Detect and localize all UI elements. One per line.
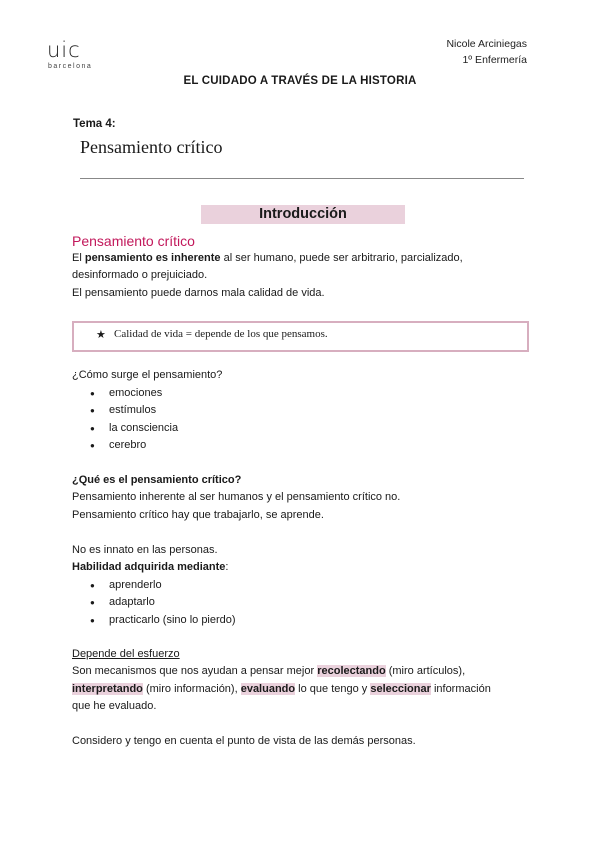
author-name: Nicole Arciniegas <box>446 38 527 50</box>
como-surge-question: ¿Cómo surge el pensamiento? <box>72 369 223 381</box>
author-block <box>446 36 527 68</box>
considero-text: Considero y tengo en cuenta el punto de vista de las demás personas. <box>72 735 416 747</box>
list-item: ● emociones <box>90 385 178 402</box>
habilidad-label: Habilidad adquirida mediante: <box>72 561 229 573</box>
depende-block: Depende del esfuerzo Son mecanismos que nos ayudan a pensar mejor recolectando (miro artículos), interpretando (miro información), evaluando lo que tengo y seleccionar información que he evaluado. <box>72 646 542 716</box>
list-item: ● practicarlo (sino lo pierdo) <box>90 612 236 629</box>
list-item: ● estímulos <box>90 402 178 419</box>
course-label: 1º Enfermería <box>462 54 527 66</box>
como-surge-list <box>90 385 178 455</box>
habilidad-list <box>90 577 236 629</box>
paragraph-intro: El pensamiento es inherente al ser humano, puede ser arbitrario, parcializado, desinformado o prejuiciado. El pensamiento puede darnos mala calidad de vida. <box>72 252 463 299</box>
uic-logo: uic <box>47 38 81 62</box>
topic-title: Pensamiento crítico <box>80 137 223 157</box>
document-title: EL CUIDADO A TRAVÉS DE LA HISTORIA <box>183 75 417 87</box>
depende-title: Depende del esfuerzo <box>72 648 180 660</box>
no-innato-text: No es innato en las personas. <box>72 544 218 556</box>
star-icon: ★ <box>96 329 106 341</box>
list-item: ● la consciencia <box>90 420 178 437</box>
list-item: ● cerebro <box>90 437 178 454</box>
intro-heading: Introducción <box>259 206 347 222</box>
uic-logo-subtitle: barcelona <box>48 63 93 70</box>
list-item: ● aprenderlo <box>90 577 236 594</box>
section-heading: Pensamiento crítico <box>72 233 195 249</box>
callout-text: Calidad de vida = depende de los que pensamos. <box>114 328 328 340</box>
list-item: ● adaptarlo <box>90 594 236 611</box>
divider <box>80 178 524 179</box>
que-es-question: ¿Qué es el pensamiento crítico? <box>72 474 242 486</box>
que-es-block: ¿Qué es el pensamiento crítico? Pensamiento inherente al ser humanos y el pensamiento crítico no. Pensamiento crítico hay que trabajarlo, se aprende. <box>72 472 542 524</box>
tema-label: Tema 4: <box>73 118 116 130</box>
